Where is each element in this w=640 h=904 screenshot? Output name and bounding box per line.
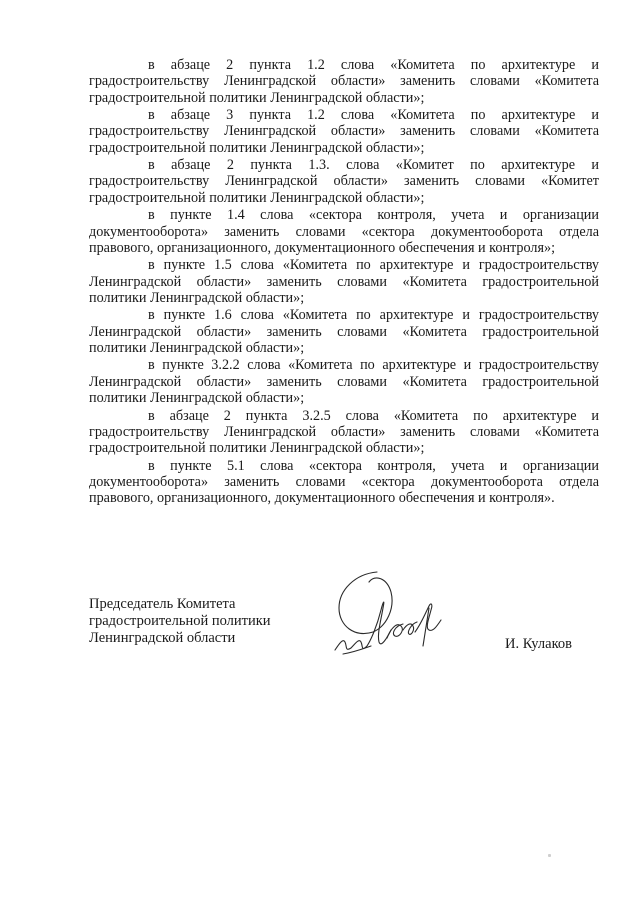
- position-line-1: Председатель Комитета: [89, 596, 236, 612]
- paragraph-2: в абзаце 3 пункта 1.2 слова «Комитета по архитектуре и градостроительству Ленинградской области» заменить словами «Комитета градостроительной политики Ленинградской области»;: [89, 107, 599, 156]
- paragraph-6: в пункте 1.6 слова «Комитета по архитектуре и градостроительству Ленинградской области» заменить словами «Комитета градостроительной политики Ленинградской области»;: [89, 307, 599, 356]
- position-line-2: градостроительной политики: [89, 613, 271, 629]
- paragraph-5: в пункте 1.5 слова «Комитета по архитектуре и градостроительству Ленинградской области» заменить словами «Комитета градостроительной политики Ленинградской области»;: [89, 257, 599, 306]
- signer-position: [89, 596, 271, 647]
- signer-name: И. Кулаков: [505, 636, 572, 652]
- paragraph-7: в пункте 3.2.2 слова «Комитета по архитектуре и градостроительству Ленинградской области» заменить словами «Комитета градостроительной политики Ленинградской области»;: [89, 357, 599, 407]
- paragraph-9: в пункте 5.1 слова «сектора контроля, учета и организации документооборота» заменить словами «сектора документооборота отдела правового, организационного, документационного обеспечения и контроля».: [89, 457, 599, 507]
- handwritten-signature: [325, 568, 465, 668]
- paragraph-1: в абзаце 2 пункта 1.2 слова «Комитета по архитектуре и градостроительству Ленинградской области» заменить словами «Комитета градостроительной политики Ленинградской области»;: [89, 57, 599, 106]
- position-line-3: Ленинградской области: [89, 630, 236, 646]
- document-body: [89, 57, 599, 508]
- paragraph-3: в абзаце 2 пункта 1.3. слова «Комитет по архитектуре и градостроительству Ленинградской области» заменить словами «Комитет градостроительной политики Ленинградской области»;: [89, 157, 599, 206]
- paragraph-4: в пункте 1.4 слова «сектора контроля, учета и организации документооборота» заменить словами «сектора документооборота отдела правового, организационного, документационного обеспечения и контроля»;: [89, 207, 599, 256]
- paragraph-8: в абзаце 2 пункта 3.2.5 слова «Комитета по архитектуре и градостроительству Ленинградской области» заменить словами «Комитета градостроительной политики Ленинградской области»;: [89, 407, 599, 457]
- scan-speck: [548, 854, 551, 857]
